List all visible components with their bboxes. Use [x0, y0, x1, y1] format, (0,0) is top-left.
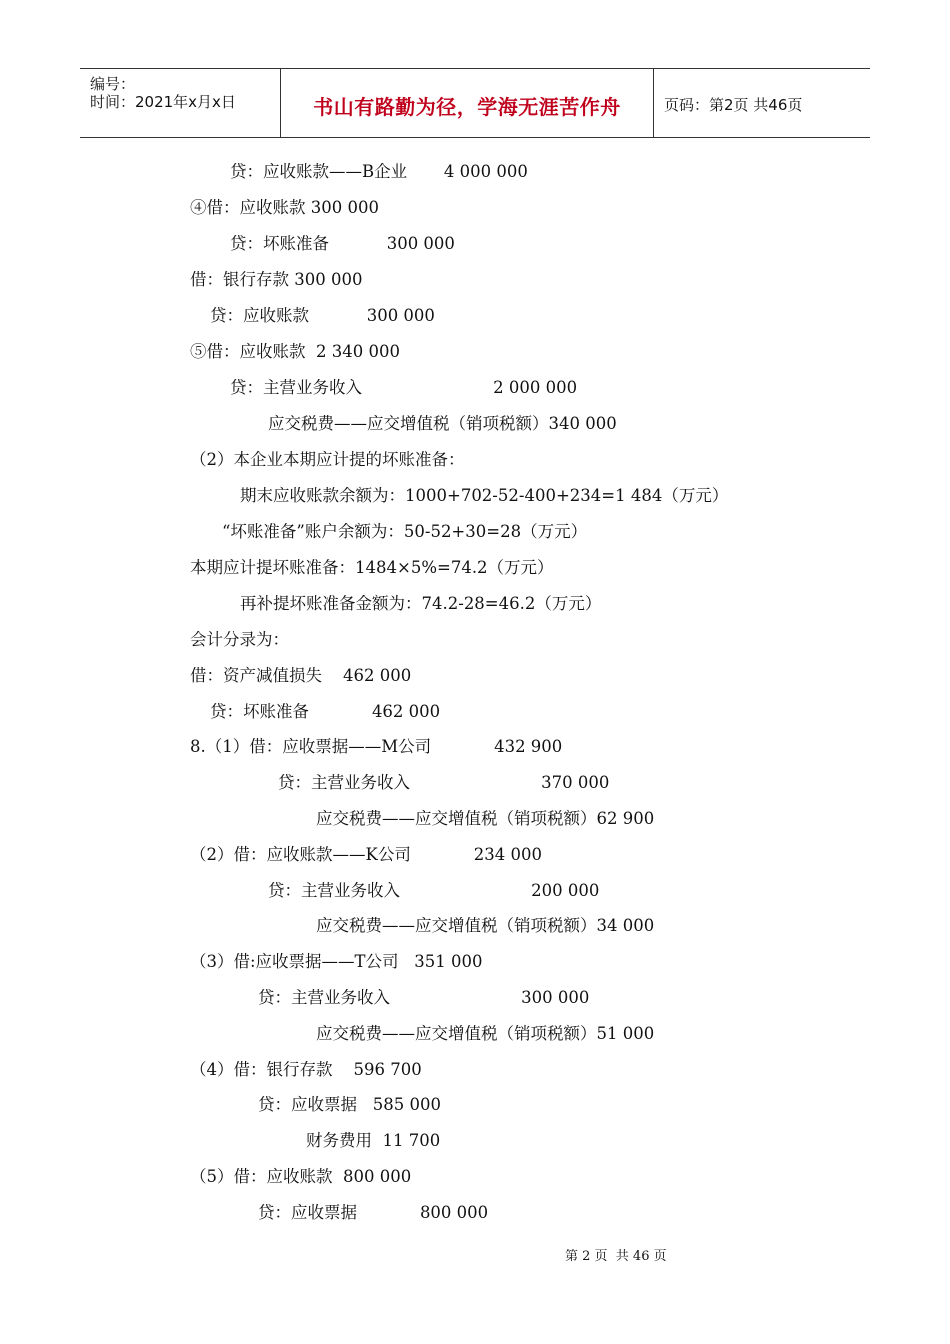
text-line: ⑤借：应收账款 2 340 000 — [190, 342, 400, 361]
text-line: 贷：应收票据 585 000 — [258, 1095, 441, 1114]
text-line: 8.（1）借：应收票据——M公司 432 900 — [190, 737, 563, 756]
text-line: 财务费用 11 700 — [306, 1131, 441, 1150]
header-page-number: 页码：第2页 共46页 — [664, 96, 803, 114]
header-motto-cell — [281, 69, 654, 137]
text-line: （2）本企业本期应计提的坏账准备： — [190, 450, 465, 469]
text-line: 借：资产减值损失 462 000 — [190, 666, 412, 685]
text-line: 贷：主营业务收入 200 000 — [268, 881, 600, 900]
text-line: 贷：坏账准备 462 000 — [210, 702, 441, 721]
text-line: 再补提坏账准备金额为：74.2-28=46.2（万元） — [240, 594, 602, 613]
header-motto: 书山有路勤为径，学海无涯苦作舟 — [313, 95, 621, 119]
text-line: 贷：坏账准备 300 000 — [230, 234, 455, 253]
page-header — [80, 68, 870, 138]
text-line: （3）借:应收票据——T公司 351 000 — [190, 952, 483, 971]
header-right-cell — [654, 69, 870, 137]
text-line: （4）借：银行存款 596 700 — [190, 1060, 422, 1079]
text-line: 应交税费——应交增值税（销项税额）340 000 — [268, 414, 617, 433]
header-left-cell — [80, 69, 281, 137]
text-line: 应交税费——应交增值税（销项税额）62 900 — [316, 809, 655, 828]
text-line: （2）借：应收账款——K公司 234 000 — [190, 845, 542, 864]
text-line: 贷：主营业务收入 370 000 — [278, 773, 610, 792]
text-line: 贷：主营业务收入 300 000 — [258, 988, 590, 1007]
text-line: 会计分录为： — [190, 630, 289, 649]
text-line: 应交税费——应交增值税（销项税额）51 000 — [316, 1024, 655, 1043]
document-time-label: 时间：2021年x月x日 — [90, 93, 236, 111]
footer-page-number: 第 2 页 共 46 页 — [565, 1249, 667, 1264]
text-line: 贷：应收账款 300 000 — [210, 306, 435, 325]
text-line: 贷：应收票据 800 000 — [258, 1203, 489, 1222]
text-line: ④借：应收账款 300 000 — [190, 198, 379, 217]
text-line: 贷：应收账款——B企业 4 000 000 — [230, 162, 528, 181]
text-line: 应交税费——应交增值税（销项税额）34 000 — [316, 916, 655, 935]
document-number-label: 编号： — [90, 75, 136, 93]
text-line: “坏账准备”账户余额为：50-52+30=28（万元） — [222, 522, 588, 541]
text-line: 期末应收账款余额为：1000+702-52-400+234=1 484（万元） — [240, 486, 729, 505]
text-line: 本期应计提坏账准备：1484×5%=74.2（万元） — [190, 558, 554, 577]
text-line: 贷：主营业务收入 2 000 000 — [230, 378, 578, 397]
text-line: （5）借：应收账款 800 000 — [190, 1167, 412, 1186]
text-line: 借：银行存款 300 000 — [190, 270, 363, 289]
